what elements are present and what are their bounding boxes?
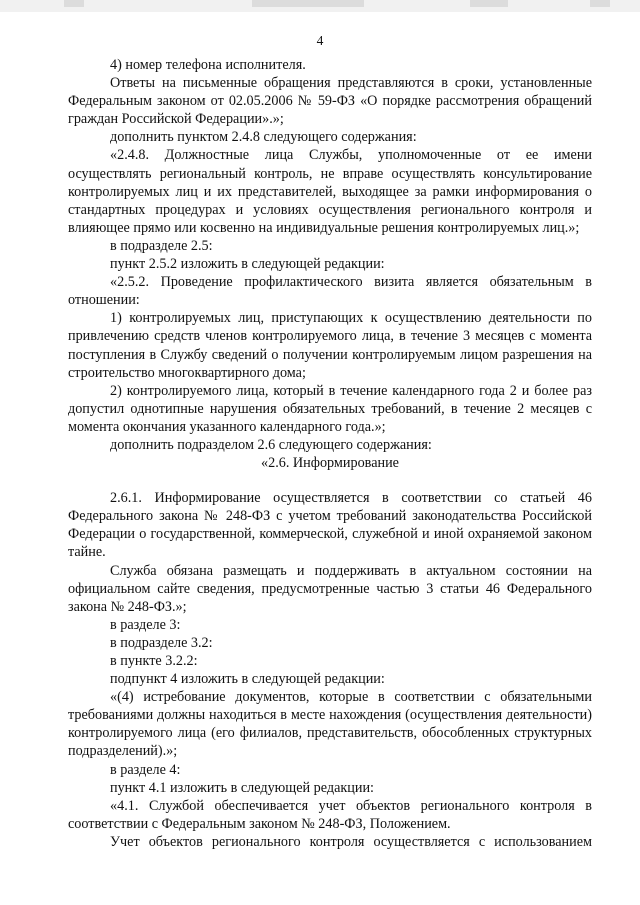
paragraph: Учет объектов регионального контроля осуществляется с использованием	[110, 833, 592, 850]
scan-mark	[470, 0, 508, 7]
paragraph: в пункте 3.2.2:	[110, 653, 198, 669]
paragraph: Ответы на письменные обращения представляются в сроки, установленные Федеральным законом от 02.05.2006 № 59-ФЗ «О порядке рассмотрения обращений граждан Российской Федерации».»;	[68, 75, 592, 128]
paragraph: «2.5.2. Проведение профилактического визита является обязательным в отношении:	[68, 274, 592, 309]
paragraph: дополнить пунктом 2.4.8 следующего содержания:	[110, 129, 417, 146]
paragraph-spacer	[68, 472, 592, 489]
scan-mark	[252, 0, 364, 7]
page-number: 4	[316, 33, 324, 48]
paragraph: дополнить подразделом 2.6 следующего содержания:	[110, 436, 432, 453]
paragraph: 2) контролируемого лица, который в течение календарного года 2 и более раз допустил однотипные нарушения обязательных требований, в течение 2 месяцев с момента окончания указанного календарного года.»;	[68, 382, 592, 435]
paragraph: пункт 4.1 изложить в следующей редакции:	[110, 779, 374, 796]
paragraph: «(4) истребование документов, которые в соответствии с обязательными требованиями должны находиться в месте нахождения (осуществления деятельности) контролируемого лица (его филиалов, представительств, обособленных структурных подразделений).»;	[68, 689, 592, 760]
paragraph: пункт 2.5.2 изложить в следующей редакции:	[110, 256, 385, 273]
paragraph: 2.6.1. Информирование осуществляется в соответствии со статьей 46 Федерального закона № 248-ФЗ с учетом требований законодательства Российской Федерации о государственной, коммерческой, служебной и иной охраняемой законом тайне.	[68, 490, 592, 561]
document-body	[68, 56, 592, 851]
paragraph: в разделе 4:	[110, 761, 181, 778]
paragraph: подпункт 4 изложить в следующей редакции:	[110, 671, 385, 688]
paragraph: в разделе 3:	[110, 616, 181, 633]
paragraph: 4) номер телефона исполнителя.	[110, 57, 306, 73]
scan-mark	[64, 0, 84, 7]
paragraph: Служба обязана размещать и поддерживать в актуальном состоянии на официальном сайте сведения, предусмотренные частью 3 статьи 46 Федерального закона № 248-ФЗ.»;	[68, 562, 592, 615]
paragraph: 1) контролируемых лиц, приступающих к осуществлению деятельности по привлечению средств членов контролируемого лица, в течение 3 месяцев с момента поступления в Службу сведений о получении контролируемым лицом разрешения на строительство многоквартирного дома;	[68, 310, 592, 381]
scan-mark	[590, 0, 610, 7]
paragraph: «2.4.8. Должностные лица Службы, уполномоченные от ее имени осуществлять региональный контроль, не вправе осуществлять консультирование контролируемых лиц и их представителей, выходящее за рамки информирования о стандартных процедурах и условиях осуществления регионального контроля и влияющее прямо или косвенно на индивидуальные решения контролируемых лиц.»;	[68, 147, 592, 236]
paragraph: в подразделе 2.5:	[110, 237, 213, 254]
paragraph: «2.6. Информирование	[261, 455, 399, 472]
paragraph: «4.1. Службой обеспечивается учет объектов регионального контроля в соответствии с Федеральным законом № 248-ФЗ, Положением.	[68, 797, 592, 832]
paragraph: в подразделе 3.2:	[110, 634, 213, 651]
